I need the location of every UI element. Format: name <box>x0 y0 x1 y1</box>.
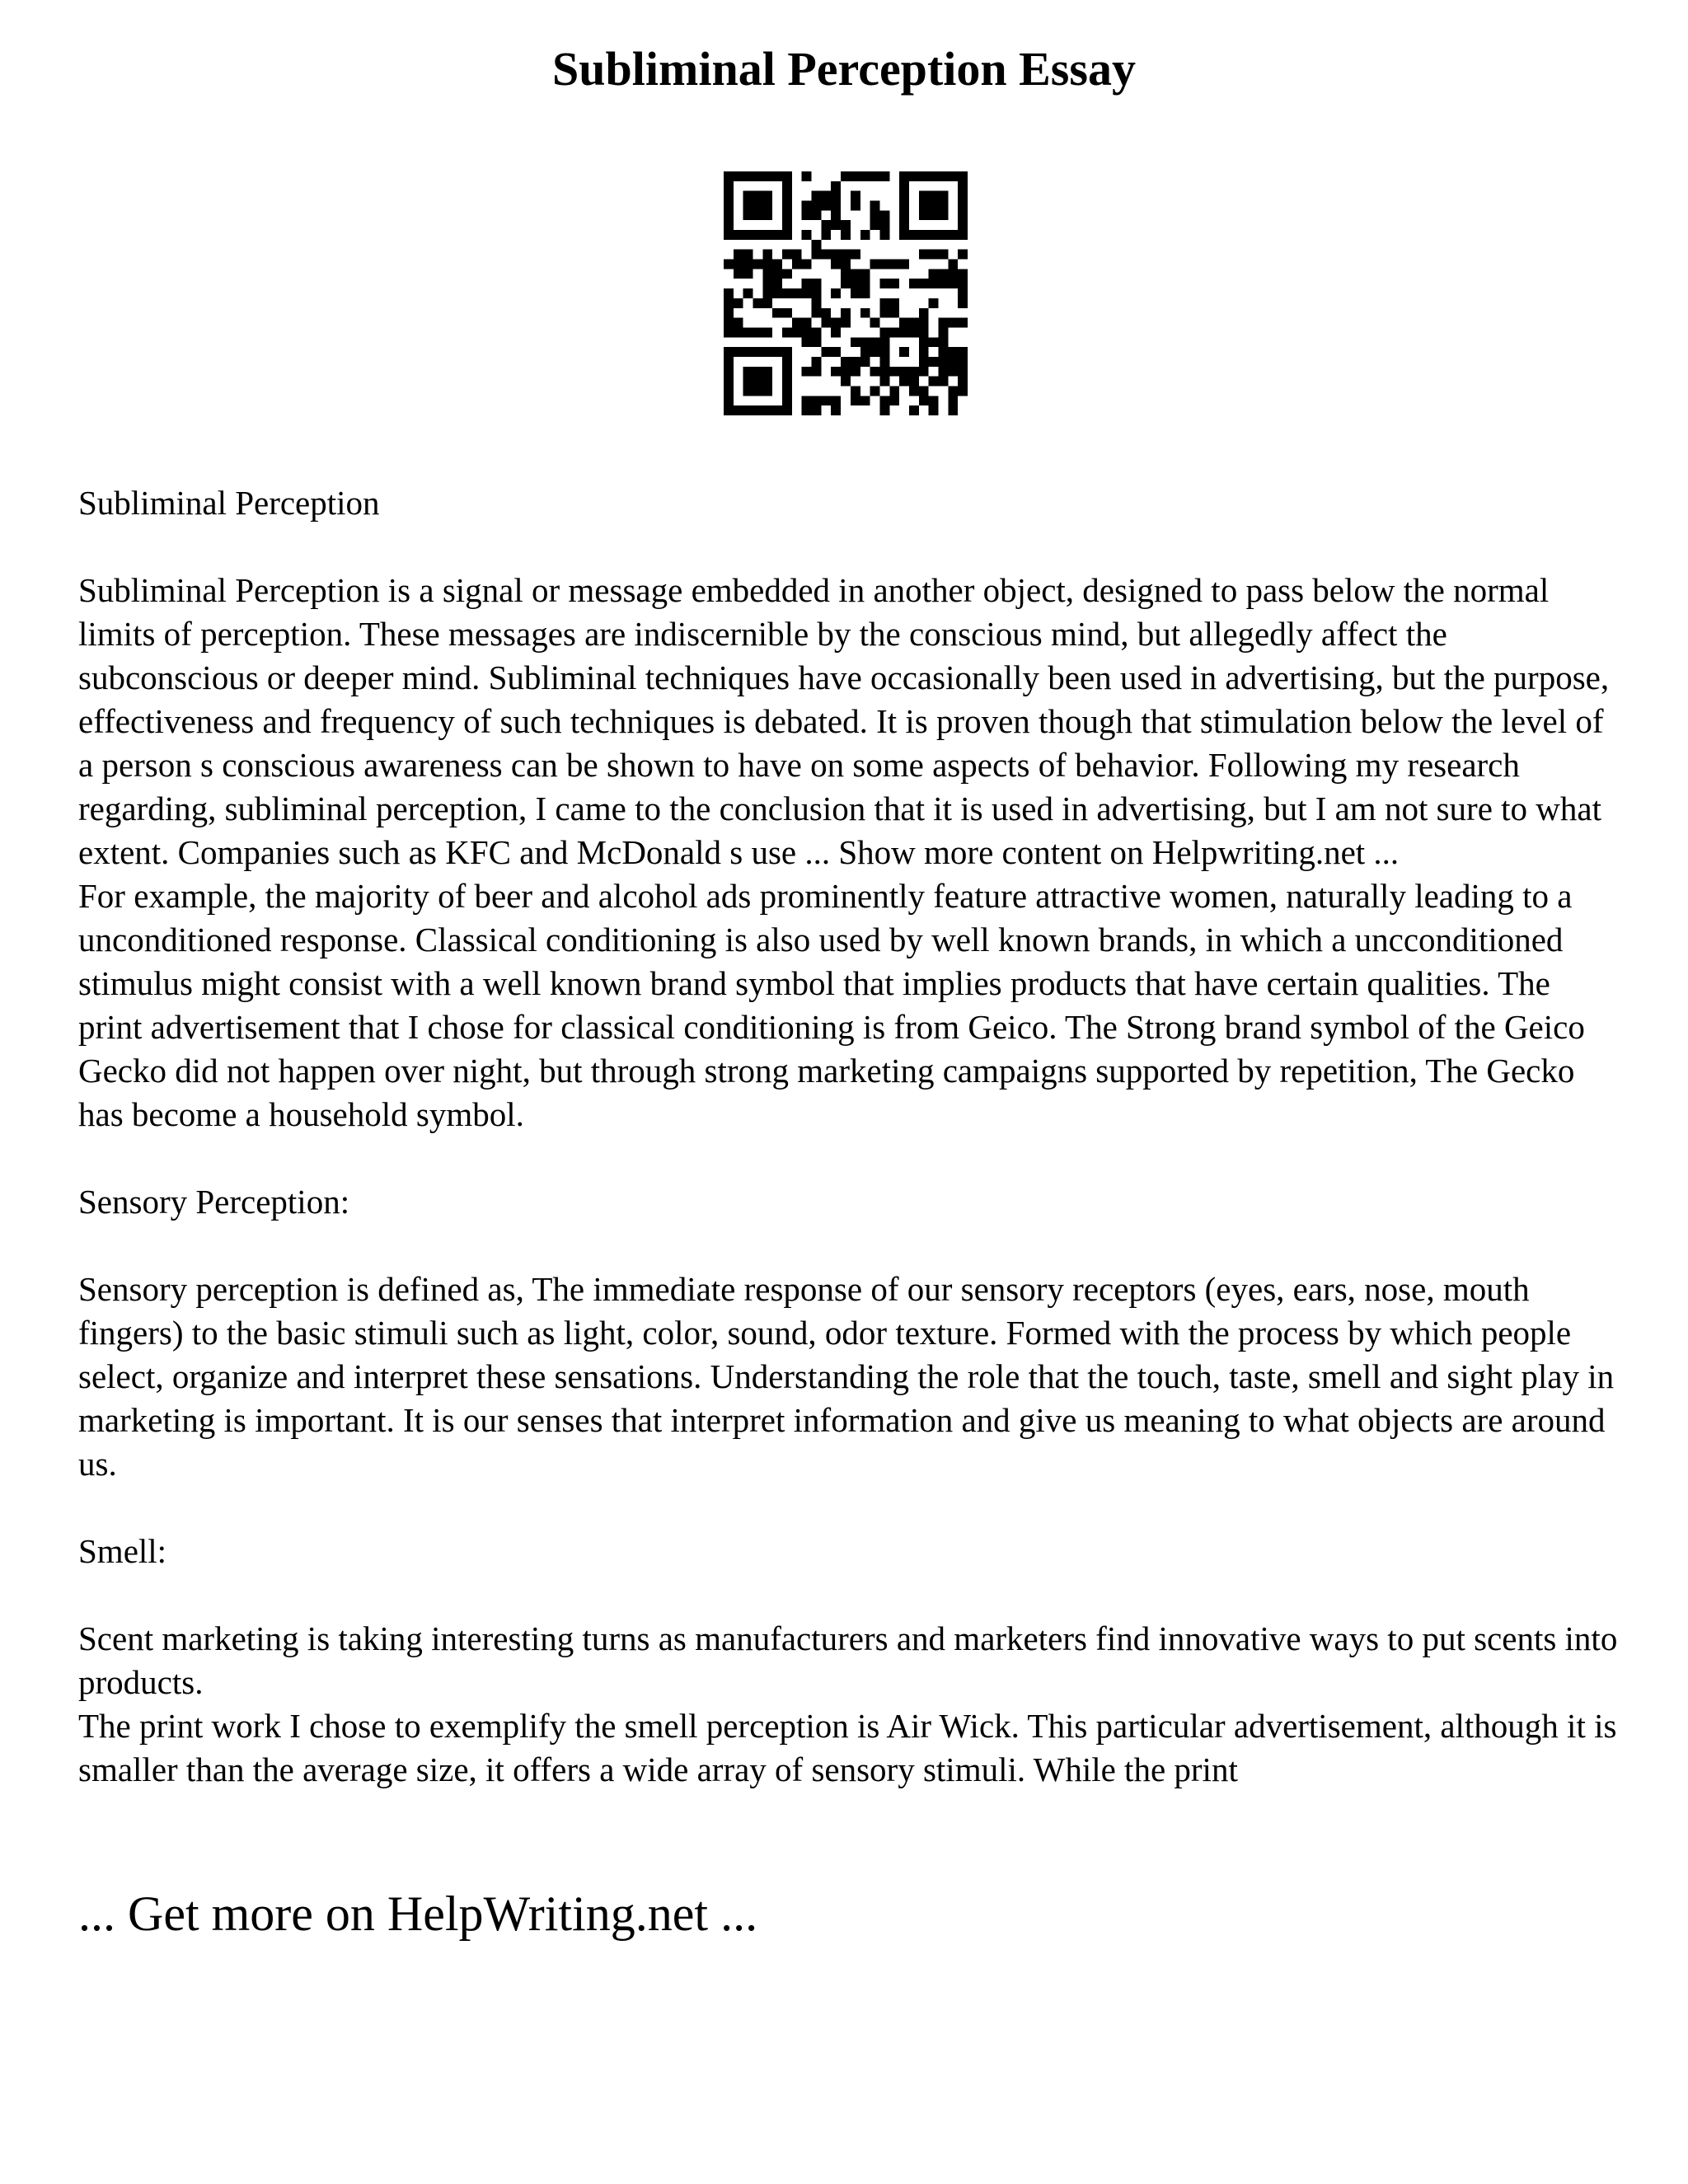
section-heading-smell: Smell: <box>78 1532 167 1570</box>
qr-code-graphic <box>724 171 968 415</box>
get-more-link[interactable]: ... Get more on HelpWriting.net ... <box>78 1886 758 1941</box>
paragraph-sensory: Sensory perception is defined as, The immediate response of our sensory receptors (eyes, ears, nose, mouth fingers) to the basic stimuli such as light, color, sound, odor texture. Formed with the process by which people select, organize and interpret these sensations. Understanding the role that the touch, taste, smell and sight play in marketing is important. It is our senses that interpret information and give us meaning to what objects are around us. <box>78 1270 1615 1483</box>
paragraph-smell-2: The print work I chose to exemplify the smell perception is Air Wick. This particular advertisement, although it is smaller than the average size, it offers a wide array of sensory stimuli. While the print <box>78 1707 1617 1788</box>
section-heading-sensory: Sensory Perception: <box>78 1183 350 1221</box>
spacer <box>78 525 1620 569</box>
paragraph-subliminal-2: For example, the majority of beer and alcohol ads prominently feature attractive women, naturally leading to a unconditioned response. Classical conditioning is also used by well known brands, in which a uncconditioned stimulus might consist with a well known brand symbol that implies products that have certain qualities. The print advertisement that I chose for classical conditioning is from Geico. The Strong brand symbol of the Geico Gecko did not happen over night, but through strong marketing campaigns supported by repetition, The Gecko has become a household symbol. <box>78 877 1585 1133</box>
paragraph-smell-1: Scent marketing is taking interesting turns as manufacturers and marketers find innovative ways to put scents into products. <box>78 1619 1618 1701</box>
page-title: Subliminal Perception Essay <box>552 42 1136 96</box>
spacer <box>78 1573 1620 1617</box>
qr-code-icon[interactable] <box>724 171 968 415</box>
paragraph-subliminal-1: Subliminal Perception is a signal or message embedded in another object, designed to pass below the normal limits of perception. These messages are indiscernible by the conscious mind, but allegedly affect the subconscious or deeper mind. Subliminal techniques have occasionally been used in advertising, but the purpose, effectiveness and frequency of such techniques is debated. It is proven though that stimulation below the level of a person s conscious awareness can be shown to have on some aspects of behavior. Following my research regarding, subliminal perception, I came to the conclusion that it is used in advertising, but I am not sure to what extent. Companies such as KFC and McDonald s use ... Show more content on Helpwriting.net ... <box>78 571 1610 871</box>
essay-body <box>78 481 1620 1792</box>
section-heading-subliminal: Subliminal Perception <box>78 484 380 522</box>
spacer <box>78 1224 1620 1268</box>
spacer <box>78 1486 1620 1530</box>
spacer <box>78 1137 1620 1180</box>
